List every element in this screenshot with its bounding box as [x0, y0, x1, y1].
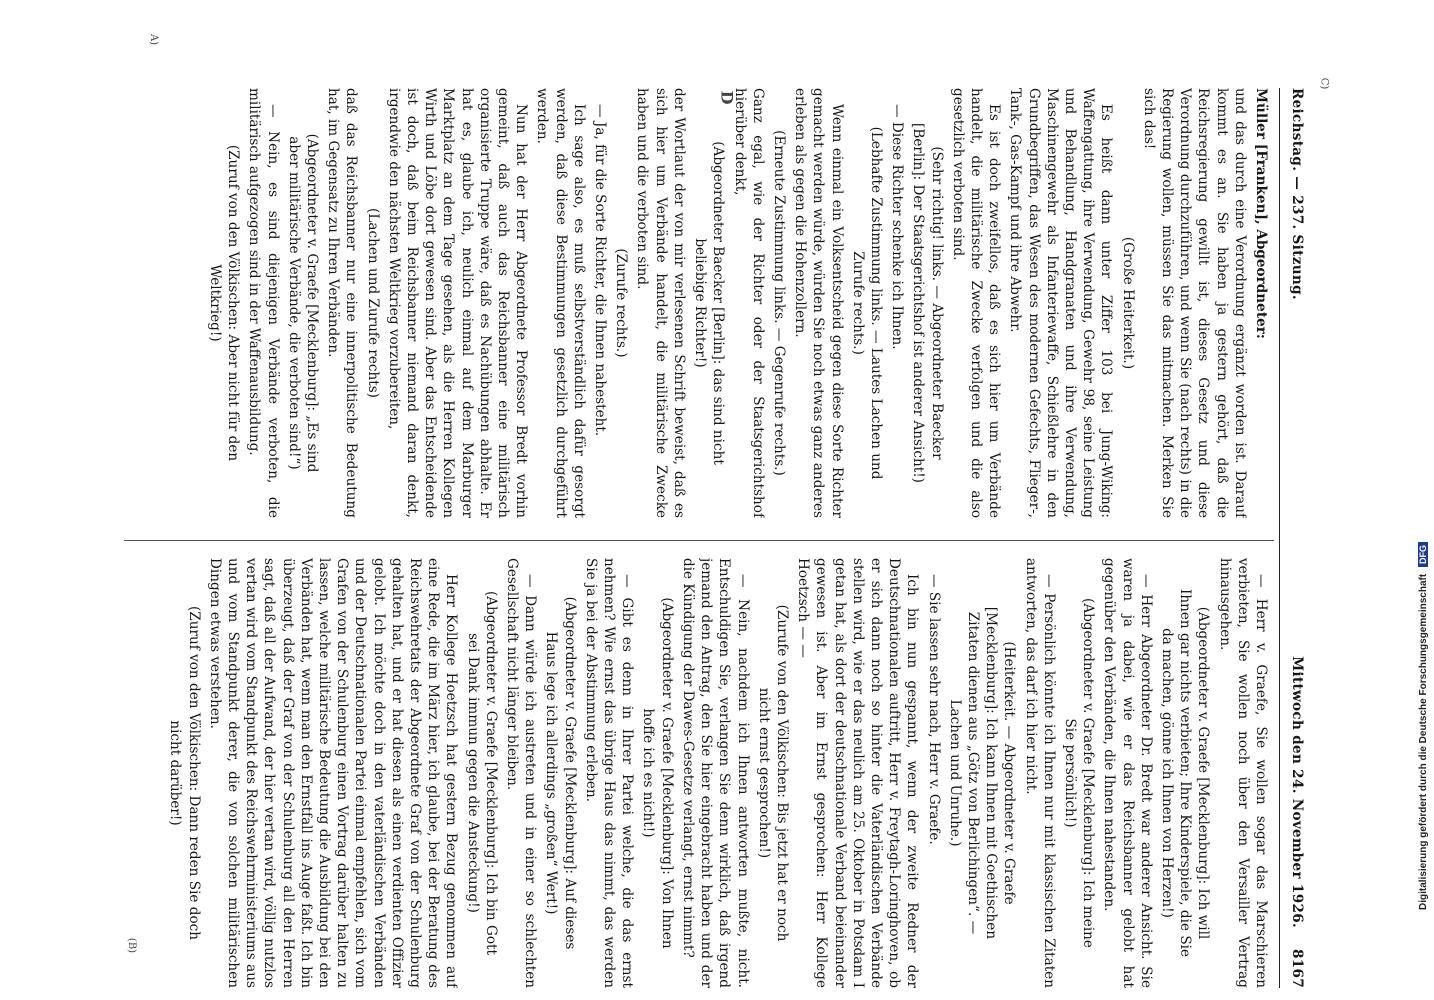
interjection: (Sehr richtig! links. — Abgeordneter Baecker [Berlin]: Der Staatsgerichtshof ist anderer Ansicht!): [910, 123, 945, 483]
interjection: (Zurufe rechts.): [613, 248, 630, 358]
interjection: (Zuruf von den Völkischen: Dann reden Sie doch nicht darüber!): [167, 605, 202, 941]
paragraph: — Herr v. Graefe, Sie wollen sogar das Marschieren verbieten, Sie wollen noch über den Versailler Vertrag hinausgehen.: [1216, 558, 1269, 988]
interjection: (Abgeordneter v. Graefe [Mecklenburg]: Auf dieses Haus lege ich allerdings „großen“ Wert!): [543, 596, 578, 950]
left-column: [110, 88, 1270, 518]
margin-mark-a: A): [148, 33, 160, 46]
paragraph: Es heißt dann unter Ziffer 103 bei Jung-Wiking: Waffengattung, ihre Verwendung, Gewehr 98, seine Leistung und Behandlung, Handgranaten und ihre Verwendung, Maschinengewehr als Infanteriewaffe, Schießlehre in den Grundbegriffen, das Wesen des modernen Gefechts, Flieger-, Tank-, Gas-Kampf und ihre Abwehr.: [1007, 88, 1115, 518]
paragraph: Ganz egal, wie der Richter oder der Staatsgerichtshof hierüber denkt,: [731, 88, 766, 518]
interjection: (Abgeordneter v. Graefe [Mecklenburg]: „Es sind aber militärische Verbände, die verboten sind!“): [285, 133, 321, 473]
interjection: (Abgeordneter v. Graefe [Mecklenburg]: Ich meine Sie persönlich!): [1061, 598, 1097, 948]
margin-mark-b: (B): [126, 937, 138, 954]
paragraph: — Nein, es sind diejenigen Verbände verboten, die militärisch aufgezogen sind in der Waffenausbildung.: [246, 88, 281, 518]
margin-mark-d: D: [717, 90, 737, 105]
header-left: Reichstag. — 237. Sitzung.: [1289, 88, 1305, 300]
interjection: (Erneute Zustimmung links. — Gegenrufe rechts.): [770, 130, 787, 476]
interjection: (Abgeordneter v. Graefe [Mecklenburg]: Ich bin Gott sei Dank immun gegen die Ansteckung!): [464, 591, 499, 955]
paragraph: und das durch eine Verordnung ergänzt worden ist. Darauf kommt es an. Sie haben ja gestern gehört, daß die Reichsregierung gewillt ist, dieses Gesetz und diese Verordnung durchzuführen, und wenn Sie (nach rechts) in die Regierung wollen, müssen Sie das mitmachen. Merken Sie sich das!: [1140, 88, 1248, 518]
paragraph: — Ja, für die Sorte Richter, die Ihnen nahesteht.: [592, 104, 609, 437]
rotated-page-content: [90, 88, 1310, 988]
paragraph: Ich bin nun gespannt, wenn der zweite Redner der Deutschnationalen auftritt, Herr v. Freytagh-Loringhoven, ob er sich dann noch so hinter die Vaterländischen Verbände stellen wird, wie er das neulich am 25. Oktober in Potsdam I getan hat, als dort der deutschnationale Verband beieinander gewesen ist. Aber im Ernst gesprochen: Herr Kollege Hoetzsch — —: [795, 558, 921, 988]
interjection: (Große Heiterkeit.): [1119, 236, 1136, 370]
paragraph: — Nein, nachdem ich Ihnen antworten mußte, nicht. Entschuldigen Sie, verlangen Sie denn wirklich, daß irgend jemand den Antrag, den Sie hier eingebracht haben und der die Kündigung der Dawes-Gesetze verlangt, ernst nimmt?: [679, 558, 751, 988]
paragraph: — Diese Richter schenke ich Ihnen.: [889, 104, 906, 350]
right-column: [110, 558, 1270, 988]
speaker-line: Müller [Franken], Abgeordneter:: [1253, 88, 1269, 339]
interjection: (Lebhafte Zustimmung links. — Lautes Lachen und Zurufe rechts.): [849, 126, 884, 480]
page-header: [1279, 88, 1310, 988]
paragraph: Wenn einmal ein Volksentscheid gegen diese Sorte Richter gemacht werden würde, würden Sie noch etwas ganz anderes erleben als gegen die Hohenzollern.: [792, 88, 845, 518]
paragraph: — Persönlich könnte ich Ihnen nur mit klassischen Zitaten antworten, das darf ich hier nicht.: [1022, 558, 1057, 988]
paragraph: Ich sage also, es muß selbstverständlich dafür gesorgt werden, daß diese Bestimmungen gesetzlich durchgeführt werden.: [534, 88, 587, 518]
paragraph: — Herr Abgeordneter Dr. Bredt war anderer Ansicht. Sie waren ja dabei, wie er das Reichsbanner gelobt hat gegenüber den Verbänden, die Ihnen nahestanden.: [1101, 558, 1154, 988]
dfg-credit: [1418, 10, 1432, 910]
column-divider: [124, 540, 1274, 541]
paragraph: — Gibt es denn in Ihrer Partei welche, die das ernst nehmen? Wie ernst das übrige Haus das nimmt, das werden Sie ja bei der Abstimmung erleben.: [582, 558, 636, 988]
interjection: (Heiterkeit. — Abgeordneter v. Graefe [Mecklenburg]: Ich kann Ihnen mit Goethischen Zitaten dienen aus „Götz von Berlichingen“. — Lachen und Unruhe.): [946, 606, 1018, 940]
paragraph: — Dann würde ich austreten und in einer so schlechten Gesellschaft nicht länger bleiben.: [504, 558, 539, 988]
dfg-logo: DFG: [1418, 542, 1428, 567]
paragraph: Herr Kollege Hoetzsch hat gestern Bezug genommen auf eine Rede, die im März hier, ich glaube, bei der Beratung des Reichswehretats der Abgeordnete Graf von der Schulenburg gehalten hat, und er hat diesen als einen verdienten Offizier gelobt. Ich möchte doch in den vaterländischen Verbänden und der Deutschnationalen Partei einmal empfehlen, sich vom Grafen von der Schulenburg einen Vortrag darüber halten zu lassen, welche militärische Bedeutung die Ausbildung bei den Verbänden hat, wenn man den Ernstfall ins Auge faßt. Ich bin überzeugt, daß der Graf von der Schulenburg all den Herren sagt, daß all der Aufwand, der hier vertan wird, völlig nutzlos vertan wird vom Standpunkt des Reichswehrministeriums aus und vom Standpunkt derer, die von solchen militärischen Dingen etwas verstehen.: [206, 558, 460, 988]
margin-mark-c: C): [1318, 77, 1330, 90]
interjection: (Abgeordneter v. Graefe [Mecklenburg]: Ich will Ihnen gar nichts verbieten; Ihre Kinderspiele, die Sie da machen, gönne ich Ihnen von Herzen!): [1158, 588, 1212, 958]
interjection: (Abgeordneter Baecker [Berlin]: das sind nicht beliebige Richter!): [692, 141, 727, 465]
paragraph: Nun hat der Herr Abgeordnete Professor Bredt vorhin gemeint, daß auch das Reichsbanner eine militärisch organisierte Truppe wäre, daß es Nachübungen abhalte. Er hat es, glaube ich, neulich einmal auf dem Marburger Marktplatz an dem Tage gesehen, als die Herren Kollegen Wirth und Löbe dort gewesen sind. Aber das Entscheidende ist doch, daß beim Reichsbanner niemand daran denkt, irgendwie den nächsten Weltkrieg vorzubereiten,: [385, 88, 530, 518]
paragraph: der Wortlaut der von mir verlesenen Schrift beweist, daß es sich hier um Verbände handelt, die militärische Zwecke haben und die verboten sind.: [634, 88, 687, 518]
interjection: (Abgeordneter v. Graefe [Mecklenburg]: Von Ihnen hoffe ich es nicht!): [640, 597, 675, 949]
interjection: (Zuruf von den Völkischen: Aber nicht für den Weltkrieg!): [207, 144, 242, 462]
paragraph: Es ist doch zweifellos, daß es sich hier um Verbände handelt, die militärische Zwecke verfolgen und die also gesetzlich verboten sind.: [949, 88, 1003, 518]
paragraph: daß das Reichsbanner nur eine innerpolitische Bedeutung hat, im Gegensatz zu Ihren Verbänden.: [325, 88, 360, 518]
paragraph: — Sie lassen sehr nach, Herr v. Graefe.: [925, 574, 942, 845]
header-center: Mittwoch den 24. November 1926.: [1289, 656, 1305, 928]
interjection: (Lachen und Zurufe rechts): [364, 208, 381, 398]
page-number: 8167: [1289, 948, 1305, 988]
dfg-credit-text: Digitalisierung gefördert durch die Deutsche Forschungsgemeinschaft: [1418, 573, 1429, 910]
interjection: (Zurufe von den Völkischen: Bis jetzt hat er noch nicht ernst gesprochen!): [755, 604, 790, 942]
